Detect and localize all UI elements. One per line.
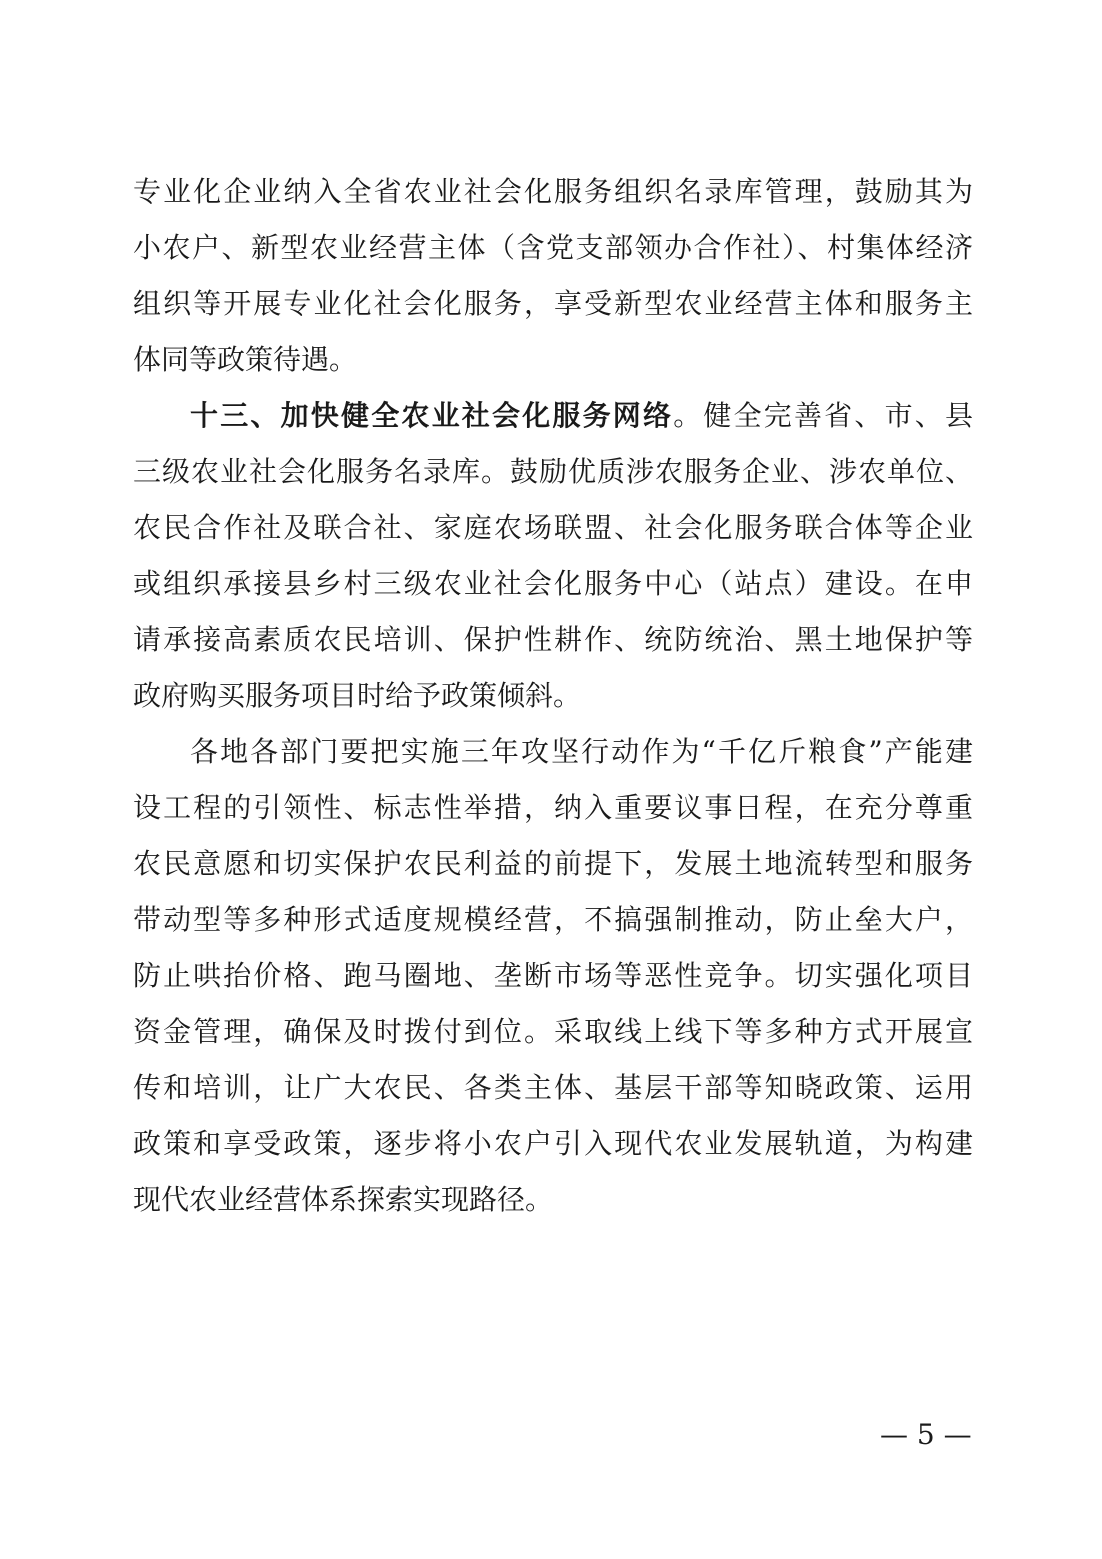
paragraph-3-line-3: 农民意愿和切实保护农民利益的前提下，发展土地流转型和服务 (133, 847, 973, 880)
paragraph-2-line-2: 三级农业社会化服务名录库。鼓励优质涉农服务企业、涉农单位、 (133, 455, 973, 488)
paragraph-1-line-3: 组织等开展专业化社会化服务，享受新型农业经营主体和服务主 (133, 287, 973, 320)
paragraph-2-line-5: 请承接高素质农民培训、保护性耕作、统防统治、黑土地保护等 (133, 623, 973, 656)
page-number: — 5 — (880, 1418, 972, 1451)
paragraph-3-line-1: 各地各部门要把实施三年攻坚行动作为“千亿斤粮食”产能建 (190, 735, 973, 768)
section-heading-tail: 。健全完善省、市、县 (673, 399, 973, 432)
paragraph-3-line-7: 传和培训，让广大农民、各类主体、基层干部等知晓政策、运用 (133, 1071, 973, 1104)
paragraph-2-line-3: 农民合作社及联合社、家庭农场联盟、社会化服务联合体等企业 (133, 511, 973, 544)
paragraph-2-line-6: 政府购买服务项目时给予政策倾斜。 (133, 679, 582, 712)
section-heading: 十三、加快健全农业社会化服务网络 (190, 399, 674, 432)
paragraph-1-line-1: 专业化企业纳入全省农业社会化服务组织名录库管理，鼓励其为 (133, 175, 973, 208)
paragraph-1-line-2: 小农户、新型农业经营主体（含党支部领办合作社）、村集体经济 (133, 231, 973, 264)
paragraph-3-line-4: 带动型等多种形式适度规模经营，不搞强制推动，防止垒大户， (133, 903, 973, 936)
paragraph-3-line-8: 政策和享受政策，逐步将小农户引入现代农业发展轨道，为构建 (133, 1127, 973, 1160)
paragraph-3-line-9: 现代农业经营体系探索实现路径。 (133, 1183, 554, 1216)
paragraph-2-first-line (190, 396, 973, 436)
paragraph-3-line-5: 防止哄抬价格、跑马圈地、垄断市场等恶性竞争。切实强化项目 (133, 959, 973, 992)
paragraph-1-line-4: 体同等政策待遇。 (133, 343, 358, 376)
paragraph-3-line-2: 设工程的引领性、标志性举措，纳入重要议事日程，在充分尊重 (133, 791, 973, 824)
paragraph-3-line-6: 资金管理，确保及时拨付到位。采取线上线下等多种方式开展宣 (133, 1015, 973, 1048)
paragraph-2-line-4: 或组织承接县乡村三级农业社会化服务中心（站点）建设。在申 (133, 567, 973, 600)
